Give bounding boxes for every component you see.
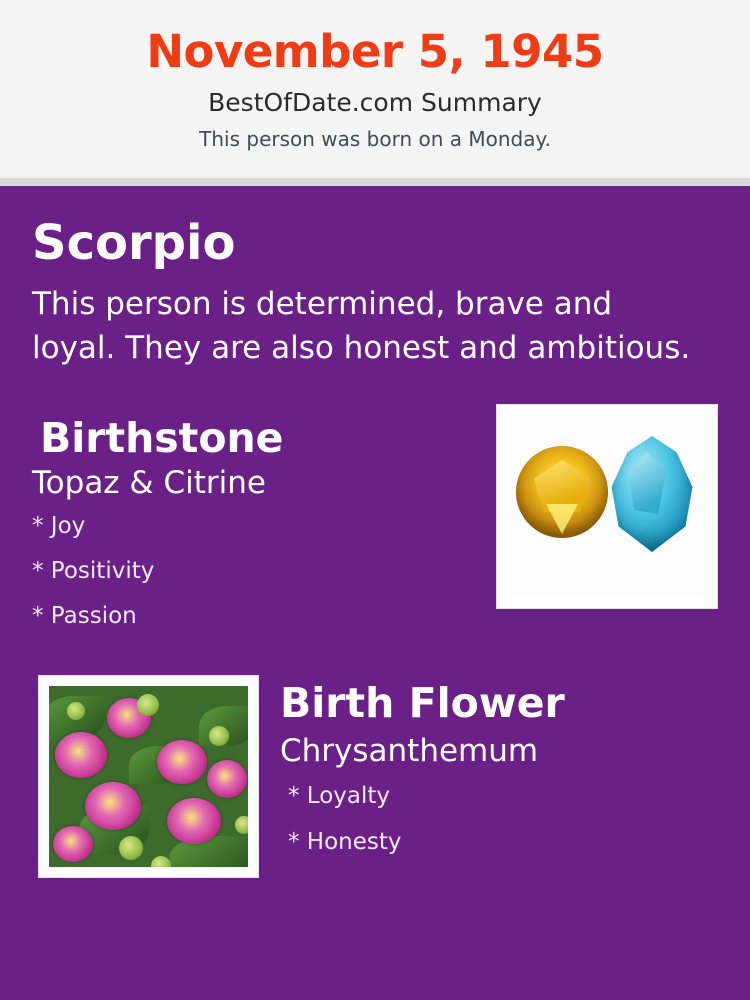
birth-weekday-note: This person was born on a Monday. xyxy=(199,127,551,151)
page-title-date: November 5, 1945 xyxy=(146,25,604,78)
birth-flower-trait: * Honesty xyxy=(288,829,402,855)
birthstone-trait: * Passion xyxy=(32,603,137,629)
main-panel xyxy=(0,186,750,1000)
zodiac-sign-title: Scorpio xyxy=(32,215,236,271)
birthstone-value: Topaz & Citrine xyxy=(32,465,266,501)
birth-flower-trait: * Loyalty xyxy=(288,783,391,809)
flower-bud xyxy=(137,694,159,716)
zodiac-description: This person is determined, brave and loyal. They are also honest and ambitious. xyxy=(32,286,691,366)
birthstone-trait: * Positivity xyxy=(32,558,155,584)
chrysanthemum-bloom xyxy=(167,798,221,844)
flower-bud xyxy=(67,702,85,720)
birthstone-text xyxy=(32,412,462,639)
citrine-gem-icon xyxy=(516,446,608,538)
chrysanthemum-bloom xyxy=(207,760,247,798)
birth-flower-value: Chrysanthemum xyxy=(280,733,539,769)
flower-bud xyxy=(235,816,248,834)
flower-bud xyxy=(209,726,229,746)
topaz-gem-icon xyxy=(608,436,696,552)
site-summary-label: BestOfDate.com Summary xyxy=(208,88,542,117)
chrysanthemum-bloom xyxy=(53,826,93,862)
flower-bud xyxy=(151,856,171,867)
birth-flower-image xyxy=(38,675,259,878)
chrysanthemum-bloom xyxy=(157,740,207,784)
flower-bud xyxy=(119,836,143,860)
chrysanthemum-bloom xyxy=(85,782,141,830)
birth-flower-section xyxy=(32,675,718,885)
birthstone-image xyxy=(496,404,718,609)
chrysanthemum-bloom xyxy=(55,732,107,778)
birthstone-title: Birthstone xyxy=(40,414,284,462)
birth-flower-text xyxy=(280,675,718,865)
birthstone-section xyxy=(32,412,718,639)
birth-flower-title: Birth Flower xyxy=(280,679,565,727)
birthstone-trait: * Joy xyxy=(32,513,86,539)
birthstone-image-inner xyxy=(508,418,706,595)
birth-flower-image-inner xyxy=(49,686,248,867)
header xyxy=(0,0,750,178)
header-divider xyxy=(0,178,750,186)
